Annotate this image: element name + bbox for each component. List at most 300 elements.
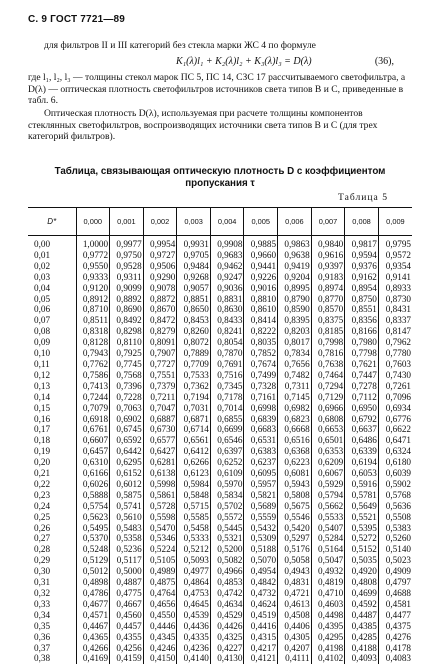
transmission-cell: 0,7674 <box>244 359 278 370</box>
transmission-cell: 0,4150 <box>143 653 177 664</box>
transmission-cell: 0,4775 <box>110 588 144 599</box>
transmission-cell: 0,9057 <box>177 283 211 294</box>
transmission-cell: 0,9954 <box>143 236 177 250</box>
transmission-cell: 0,5754 <box>76 501 110 512</box>
transmission-cell: 0,4875 <box>143 577 177 588</box>
row-density-value: 0,11 <box>28 359 76 370</box>
row-density-value: 0,36 <box>28 632 76 643</box>
transmission-cell: 0,4498 <box>311 610 345 621</box>
transmission-cell: 0,5508 <box>378 512 412 523</box>
transmission-cell: 0,6095 <box>244 468 278 479</box>
transmission-cell: 0,4276 <box>378 632 412 643</box>
transmission-cell: 0,4742 <box>210 588 244 599</box>
row-density-value: 0,18 <box>28 435 76 446</box>
table-row <box>28 424 412 435</box>
transmission-cell: 0,5470 <box>143 523 177 534</box>
transmission-cell: 0,7161 <box>244 392 278 403</box>
transmission-cell: 0,5333 <box>177 533 211 544</box>
transmission-cell: 0,4786 <box>76 588 110 599</box>
transmission-cell: 0,4508 <box>278 610 312 621</box>
table-row <box>28 621 412 632</box>
transmission-cell: 0,7014 <box>210 403 244 414</box>
transmission-cell: 0,6223 <box>278 457 312 468</box>
transmission-cell: 0,5623 <box>76 512 110 523</box>
transmission-cell: 0,9354 <box>378 261 412 272</box>
transmission-cell: 0,5236 <box>110 544 144 555</box>
column-header-step: 0,004 <box>210 208 244 236</box>
table-row <box>28 359 412 370</box>
table-row <box>28 294 412 305</box>
column-header-step: 0,002 <box>143 208 177 236</box>
transmission-cell: 0,8912 <box>76 294 110 305</box>
transmission-cell: 0,8551 <box>345 304 379 315</box>
transmission-cell: 0,5176 <box>278 544 312 555</box>
transmission-cell: 0,7962 <box>378 337 412 348</box>
transmission-cell: 0,8185 <box>311 326 345 337</box>
table-row <box>28 250 412 261</box>
transmission-cell: 0,5559 <box>244 512 278 523</box>
column-header-step: 0,006 <box>278 208 312 236</box>
transmission-cell: 0,7798 <box>345 348 379 359</box>
transmission-cell: 1,0000 <box>76 236 110 250</box>
row-density-value: 0,19 <box>28 446 76 457</box>
transmission-cell: 0,9931 <box>177 236 211 250</box>
transmission-cell: 0,4121 <box>244 653 278 664</box>
transmission-cell: 0,9397 <box>311 261 345 272</box>
transmission-cell: 0,4227 <box>210 643 244 654</box>
table-row <box>28 490 412 501</box>
transmission-cell: 0,9376 <box>345 261 379 272</box>
transmission-cell: 0,6653 <box>311 424 345 435</box>
transmission-cell: 0,5572 <box>210 512 244 523</box>
transmission-cell: 0,9419 <box>278 261 312 272</box>
table-row <box>28 468 412 479</box>
transmission-cell: 0,4699 <box>345 588 379 599</box>
transmission-cell: 0,4365 <box>76 632 110 643</box>
transmission-cell: 0,8222 <box>244 326 278 337</box>
transmission-cell: 0,5970 <box>210 479 244 490</box>
transmission-cell: 0,9268 <box>177 272 211 283</box>
row-density-value: 0,20 <box>28 457 76 468</box>
transmission-cell: 0,9638 <box>278 250 312 261</box>
transmission-cell: 0,6209 <box>311 457 345 468</box>
transmission-cell: 0,4581 <box>378 599 412 610</box>
row-density-value: 0,34 <box>28 610 76 621</box>
transmission-cell: 0,6012 <box>110 479 144 490</box>
table-row <box>28 610 412 621</box>
transmission-cell: 0,6871 <box>177 414 211 425</box>
table-row <box>28 533 412 544</box>
transmission-cell: 0,4305 <box>278 632 312 643</box>
column-header-step: 0,003 <box>177 208 211 236</box>
transmission-cell: 0,8147 <box>378 326 412 337</box>
transmission-cell: 0,8337 <box>378 315 412 326</box>
transmission-cell: 0,4295 <box>311 632 345 643</box>
transmission-cell: 0,9333 <box>76 272 110 283</box>
transmission-cell: 0,6039 <box>378 468 412 479</box>
transmission-cell: 0,8166 <box>345 326 379 337</box>
transmission-cell: 0,8017 <box>278 337 312 348</box>
table-row <box>28 479 412 490</box>
table-row <box>28 392 412 403</box>
transmission-cell: 0,9078 <box>143 283 177 294</box>
transmission-cell: 0,6266 <box>177 457 211 468</box>
column-header-step: 0,009 <box>378 208 412 236</box>
transmission-cell: 0,6053 <box>345 468 379 479</box>
transmission-cell: 0,6123 <box>177 468 211 479</box>
transmission-cell: 0,4395 <box>311 621 345 632</box>
where-paragraph: где l₁, l₂, l₃ — толщины стекол марок ПС 5, ПС 14, СЗС 17 рассчитываемого светофильтра, а D(λ) — оптическая плотность светофильтров источников света типов В и С, приведенные в табл. 6. <box>28 72 412 107</box>
transmission-cell: 0,9462 <box>210 261 244 272</box>
transmission-cell: 0,4819 <box>311 577 345 588</box>
transmission-cell: 0,4416 <box>244 621 278 632</box>
transmission-cell: 0,8610 <box>244 304 278 315</box>
transmission-cell: 0,4797 <box>378 577 412 588</box>
transmission-cell: 0,4467 <box>76 621 110 632</box>
table-row <box>28 348 412 359</box>
table-row <box>28 261 412 272</box>
transmission-cell: 0,5188 <box>244 544 278 555</box>
transmission-cell: 0,7745 <box>110 359 144 370</box>
transmission-cell: 0,4285 <box>345 632 379 643</box>
transmission-cell: 0,4932 <box>311 566 345 577</box>
formula-expression: K₁(λ)l₁ + K₂(λ)l₂ + K₃(λ)l₃ = D(λ) <box>176 56 312 67</box>
row-density-value: 0,09 <box>28 337 76 348</box>
transmission-cell: 0,9572 <box>378 250 412 261</box>
row-density-value: 0,28 <box>28 544 76 555</box>
transmission-cell: 0,9817 <box>345 236 379 250</box>
transmission-cell: 0,4236 <box>177 643 211 654</box>
transmission-cell: 0,6486 <box>345 435 379 446</box>
transmission-cell: 0,7096 <box>378 392 412 403</box>
transmission-cell: 0,7413 <box>76 381 110 392</box>
transmission-cell: 0,5598 <box>143 512 177 523</box>
transmission-cell: 0,5047 <box>311 555 345 566</box>
transmission-cell: 0,6152 <box>110 468 144 479</box>
transmission-cell: 0,7261 <box>378 381 412 392</box>
transmission-cell: 0,7079 <box>76 403 110 414</box>
transmission-cell: 0,8260 <box>177 326 211 337</box>
transmission-cell: 0,7328 <box>244 381 278 392</box>
transmission-cell: 0,9484 <box>177 261 211 272</box>
table-row <box>28 403 412 414</box>
transmission-cell: 0,5200 <box>210 544 244 555</box>
transmission-cell: 0,5929 <box>311 479 345 490</box>
transmission-cell: 0,9977 <box>110 236 144 250</box>
table-number-label: Таблица 5 <box>338 192 388 203</box>
transmission-cell: 0,4188 <box>345 643 379 654</box>
row-density-value: 0,06 <box>28 304 76 315</box>
transmission-cell: 0,4169 <box>76 653 110 664</box>
transmission-cell: 0,4477 <box>378 610 412 621</box>
intro-paragraph: для фильтров II и III категорий без стекла марки ЖС 4 по формуле <box>28 40 408 52</box>
row-density-value: 0,03 <box>28 272 76 283</box>
transmission-cell: 0,8511 <box>76 315 110 326</box>
transmission-cell: 0,6607 <box>76 435 110 446</box>
transmission-cell: 0,7211 <box>143 392 177 403</box>
transmission-cell: 0,5432 <box>244 523 278 534</box>
transmission-cell: 0,8770 <box>311 294 345 305</box>
transmission-cell: 0,8356 <box>345 315 379 326</box>
transmission-cell: 0,9705 <box>177 250 211 261</box>
transmission-cell: 0,9795 <box>378 236 412 250</box>
transmission-cell: 0,6950 <box>345 403 379 414</box>
transmission-cell: 0,9247 <box>210 272 244 283</box>
transmission-cell: 0,4603 <box>311 599 345 610</box>
table-row <box>28 414 412 425</box>
density-paragraph: Оптическая плотность D(λ), используемая при расчете толщины компонентов стеклянных светофильтров, воспроизводящих источники света типов В и С (для трех категорий фильтров). <box>28 108 412 143</box>
formula-number: (36), <box>375 56 394 67</box>
transmission-cell: 0,5395 <box>345 523 379 534</box>
transmission-cell: 0,8035 <box>244 337 278 348</box>
transmission-cell: 0,4083 <box>378 653 412 664</box>
transmission-cell: 0,9162 <box>345 272 379 283</box>
table-row <box>28 523 412 534</box>
transmission-cell: 0,8472 <box>143 315 177 326</box>
transmission-cell: 0,7244 <box>76 392 110 403</box>
transmission-cell: 0,6353 <box>311 446 345 457</box>
transmission-cell: 0,4887 <box>110 577 144 588</box>
transmission-cell: 0,7998 <box>311 337 345 348</box>
transmission-cell: 0,8710 <box>76 304 110 315</box>
transmission-cell: 0,5164 <box>311 544 345 555</box>
transmission-cell: 0,9683 <box>210 250 244 261</box>
table-row <box>28 566 412 577</box>
transmission-cell: 0,6808 <box>311 414 345 425</box>
transmission-cell: 0,7780 <box>378 348 412 359</box>
row-density-value: 0,32 <box>28 588 76 599</box>
transmission-cell: 0,5702 <box>210 501 244 512</box>
transmission-cell: 0,6397 <box>210 446 244 457</box>
transmission-cell: 0,5420 <box>278 523 312 534</box>
table-row <box>28 315 412 326</box>
column-header-step: 0,000 <box>76 208 110 236</box>
transmission-cell: 0,5902 <box>378 479 412 490</box>
transmission-cell: 0,4436 <box>177 621 211 632</box>
transmission-cell: 0,5675 <box>278 501 312 512</box>
table-row <box>28 272 412 283</box>
table-row <box>28 555 412 566</box>
transmission-cell: 0,4732 <box>244 588 278 599</box>
transmission-cell: 0,7907 <box>143 348 177 359</box>
transmission-cell: 0,7362 <box>177 381 211 392</box>
transmission-cell: 0,5848 <box>177 490 211 501</box>
transmission-cell: 0,9506 <box>143 261 177 272</box>
transmission-cell: 0,6067 <box>311 468 345 479</box>
transmission-cell: 0,7278 <box>345 381 379 392</box>
transmission-cell: 0,4457 <box>110 621 144 632</box>
transmission-cell: 0,7194 <box>177 392 211 403</box>
transmission-cell: 0,5728 <box>143 501 177 512</box>
transmission-cell: 0,9226 <box>244 272 278 283</box>
transmission-cell: 0,7980 <box>345 337 379 348</box>
transmission-cell: 0,6310 <box>76 457 110 468</box>
row-density-value: 0,04 <box>28 283 76 294</box>
transmission-cell: 0,7228 <box>110 392 144 403</box>
transmission-cell: 0,7551 <box>143 370 177 381</box>
transmission-cell: 0,4345 <box>143 632 177 643</box>
transmission-cell: 0,8954 <box>345 283 379 294</box>
transmission-cell: 0,6471 <box>378 435 412 446</box>
transmission-cell: 0,6457 <box>76 446 110 457</box>
row-density-value: 0,37 <box>28 643 76 654</box>
transmission-cell: 0,5070 <box>244 555 278 566</box>
transmission-cell: 0,7943 <box>76 348 110 359</box>
table-row <box>28 544 412 555</box>
transmission-cell: 0,7870 <box>210 348 244 359</box>
table-row <box>28 304 412 315</box>
transmission-cell: 0,8298 <box>110 326 144 337</box>
row-density-value: 0,08 <box>28 326 76 337</box>
transmission-cell: 0,4315 <box>244 632 278 643</box>
row-density-value: 0,13 <box>28 381 76 392</box>
transmission-cell: 0,8414 <box>244 315 278 326</box>
table-row <box>28 577 412 588</box>
transmission-cell: 0,8995 <box>278 283 312 294</box>
row-density-value: 0,23 <box>28 490 76 501</box>
transmission-cell: 0,7638 <box>311 359 345 370</box>
transmission-cell: 0,6982 <box>278 403 312 414</box>
transmission-cell: 0,6081 <box>278 468 312 479</box>
transmission-cell: 0,8241 <box>210 326 244 337</box>
transmission-cell: 0,7603 <box>378 359 412 370</box>
transmission-cell: 0,8091 <box>143 337 177 348</box>
transmission-cell: 0,7430 <box>378 370 412 381</box>
transmission-cell: 0,4539 <box>177 610 211 621</box>
transmission-cell: 0,8072 <box>177 337 211 348</box>
row-density-value: 0,15 <box>28 403 76 414</box>
transmission-cell: 0,8433 <box>210 315 244 326</box>
transmission-cell: 0,5358 <box>110 533 144 544</box>
transmission-cell: 0,6383 <box>244 446 278 457</box>
transmission-cell: 0,4989 <box>143 566 177 577</box>
transmission-cell: 0,5224 <box>143 544 177 555</box>
transmission-cell: 0,5035 <box>345 555 379 566</box>
transmission-cell: 0,4355 <box>110 632 144 643</box>
transmission-cell: 0,6531 <box>244 435 278 446</box>
transmission-cell: 0,6792 <box>345 414 379 425</box>
table-row <box>28 381 412 392</box>
transmission-cell: 0,8670 <box>143 304 177 315</box>
transmission-cell: 0,4656 <box>143 599 177 610</box>
transmission-cell: 0,7396 <box>110 381 144 392</box>
transmission-cell: 0,4677 <box>76 599 110 610</box>
table-row <box>28 326 412 337</box>
transmission-cell: 0,5012 <box>76 566 110 577</box>
transmission-cell: 0,9550 <box>76 261 110 272</box>
transmission-cell: 0,5888 <box>76 490 110 501</box>
transmission-cell: 0,4102 <box>311 653 345 664</box>
table-title <box>28 166 412 190</box>
transmission-cell: 0,7533 <box>177 370 211 381</box>
transmission-cell: 0,9594 <box>345 250 379 261</box>
row-density-value: 0,30 <box>28 566 76 577</box>
transmission-cell: 0,7499 <box>244 370 278 381</box>
transmission-cell: 0,6295 <box>110 457 144 468</box>
transmission-cell: 0,6026 <box>76 479 110 490</box>
transmission-cell: 0,8892 <box>110 294 144 305</box>
transmission-cell: 0,9204 <box>278 272 312 283</box>
transmission-cell: 0,7145 <box>278 392 312 403</box>
transmission-cell: 0,8872 <box>143 294 177 305</box>
transmission-cell: 0,5794 <box>311 490 345 501</box>
transmission-cell: 0,4634 <box>210 599 244 610</box>
transmission-cell: 0,5309 <box>244 533 278 544</box>
table-row <box>28 599 412 610</box>
transmission-cell: 0,4246 <box>143 643 177 654</box>
transmission-cell: 0,5984 <box>177 479 211 490</box>
transmission-cell: 0,7727 <box>143 359 177 370</box>
transmission-cell: 0,8110 <box>110 337 144 348</box>
transmission-cell: 0,6237 <box>244 457 278 468</box>
transmission-cell: 0,6902 <box>110 414 144 425</box>
transmission-cell: 0,5521 <box>345 512 379 523</box>
row-density-value: 0,29 <box>28 555 76 566</box>
transmission-cell: 0,4954 <box>244 566 278 577</box>
transmission-cell: 0,5998 <box>143 479 177 490</box>
transmission-cell: 0,7129 <box>311 392 345 403</box>
transmission-cell: 0,7586 <box>76 370 110 381</box>
transmission-cell: 0,4325 <box>210 632 244 643</box>
transmission-cell: 0,4721 <box>278 588 312 599</box>
transmission-cell: 0,4977 <box>177 566 211 577</box>
transmission-cell: 0,4808 <box>345 577 379 588</box>
transmission-cell: 0,5129 <box>76 555 110 566</box>
transmission-cell: 0,4207 <box>278 643 312 654</box>
transmission-cell: 0,9840 <box>311 236 345 250</box>
row-density-value: 0,35 <box>28 621 76 632</box>
transmission-cell: 0,7345 <box>210 381 244 392</box>
transmission-cell: 0,7568 <box>110 370 144 381</box>
transmission-cell: 0,5272 <box>345 533 379 544</box>
transmission-cell: 0,8790 <box>278 294 312 305</box>
transmission-cell: 0,4256 <box>110 643 144 654</box>
row-density-value: 0,21 <box>28 468 76 479</box>
transmission-cell: 0,9727 <box>143 250 177 261</box>
transmission-cell: 0,8851 <box>177 294 211 305</box>
transmission-cell: 0,5636 <box>378 501 412 512</box>
column-header-step: 0,001 <box>110 208 144 236</box>
transmission-cell: 0,4130 <box>210 653 244 664</box>
transmission-cell: 0,5533 <box>311 512 345 523</box>
transmission-cell: 0,6668 <box>278 424 312 435</box>
transmission-cell: 0,7112 <box>345 392 379 403</box>
transmission-cell: 0,9120 <box>76 283 110 294</box>
transmission-cell: 0,7294 <box>311 381 345 392</box>
transmission-cell: 0,6339 <box>345 446 379 457</box>
transmission-cell: 0,8810 <box>244 294 278 305</box>
transmission-cell: 0,4178 <box>378 643 412 654</box>
transmission-cell: 0,4217 <box>244 643 278 654</box>
transmission-cell: 0,9863 <box>278 236 312 250</box>
transmission-cell: 0,7762 <box>76 359 110 370</box>
transmission-cell: 0,5212 <box>177 544 211 555</box>
transmission-cell: 0,6592 <box>110 435 144 446</box>
transmission-cell: 0,7709 <box>177 359 211 370</box>
row-density-value: 0,24 <box>28 501 76 512</box>
transmission-cell: 0,4710 <box>311 588 345 599</box>
transmission-cell: 0,5248 <box>76 544 110 555</box>
table-row <box>28 283 412 294</box>
transmission-cell: 0,7852 <box>244 348 278 359</box>
transmission-cell: 0,5284 <box>311 533 345 544</box>
transmission-cell: 0,4385 <box>345 621 379 632</box>
transmission-cell: 0,6699 <box>210 424 244 435</box>
row-density-value: 0,14 <box>28 392 76 403</box>
transmission-cell: 0,9183 <box>311 272 345 283</box>
transmission-cell: 0,7311 <box>278 381 312 392</box>
transmission-cell: 0,9311 <box>110 272 144 283</box>
